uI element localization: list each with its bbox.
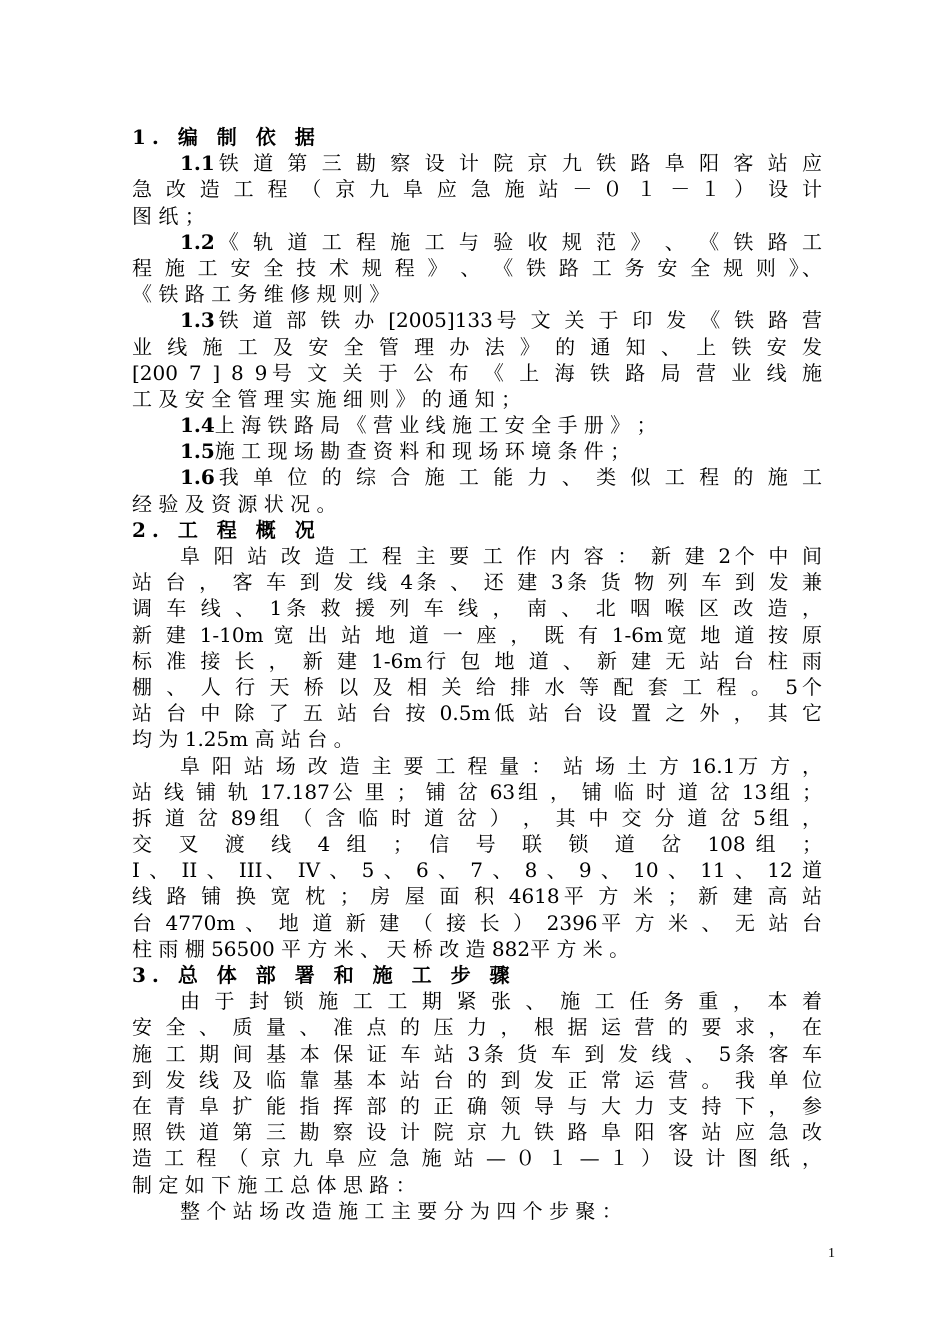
document-body	[132, 124, 822, 1224]
paragraph-line: 阜 阳 站 场 改 造 主 要 工 程 量 ： 站 场 土 方 16.1万 方 ，	[180, 753, 822, 778]
paragraph-line: 新 建 1-10m 宽 出 站 地 道 一 座 ， 既 有 1-6m宽 地 道 按 原	[132, 622, 822, 647]
paragraph-line: 拆 道 岔 89组 （ 含 临 时 道 岔 ） ， 其 中 交 分 道 岔 5组 ，	[132, 805, 822, 830]
paragraph-line	[132, 464, 822, 490]
section-heading: 2. 工 程 概 况	[132, 517, 321, 542]
paragraph-line	[132, 438, 822, 464]
paragraph-line: 造 工 程 （ 京 九 阜 应 急 施 站 — ０ １ — １ ） 设 计 图 纸 ，	[132, 1146, 822, 1171]
line-text: 铁 道 部 铁 办 [2005]133号 文 关 于 印 发 《 铁 路 营	[214, 308, 822, 333]
section-heading: 3. 总 体 部 署 和 施 工 步 骤	[132, 963, 516, 987]
line-text: 上 海 铁 路 局 《 营 业 线 施 工 安 全 手 册 》 ；	[214, 413, 657, 438]
line-text: 铁 道 第 三 勘 察 设 计 院 京 九 铁 路 阜 阳 客 站 应	[214, 151, 822, 176]
paragraph-line: 施 工 期 间 基 本 保 证 车 站 3条 货 车 到 发 线 、 5条 客 车	[132, 1041, 822, 1066]
line-text: 施 工 现 场 勘 查 资 料 和 现 场 环 境 条 件 ；	[214, 439, 631, 464]
paragraph-line: 阜 阳 站 改 造 工 程 主 要 工 作 内 容 ： 新 建 2个 中 间	[180, 544, 822, 568]
paragraph-line: 业 线 施 工 及 安 全 管 理 办 法 》 的 通 知 、 上 铁 安 发	[132, 334, 822, 359]
paragraph-line	[132, 307, 822, 333]
paragraph-line: 工 及 安 全 管 理 实 施 细 则 》 的 通 知 ；	[132, 386, 522, 411]
paragraph-line	[132, 412, 822, 438]
paragraph-line: 棚 、 人 行 天 桥 以 及 相 关 给 排 水 等 配 套 工 程 。 5个	[132, 674, 822, 699]
paragraph-line: 站 线 铺 轨 17.187公 里 ； 铺 岔 63组 ， 铺 临 时 道 岔 13组 ；	[132, 779, 822, 804]
paragraph-line: 安 全 、 质 量 、 准 点 的 压 力 ， 根 据 运 营 的 要 求 ， 在	[132, 1015, 822, 1040]
item-number: 1.6	[180, 465, 215, 490]
paragraph-line: 均 为 1.25m 高 站 台 。	[132, 727, 354, 752]
paragraph-line: 由 于 封 锁 施 工 工 期 紧 张 、 施 工 任 务 重 ， 本 着	[180, 989, 822, 1014]
item-number: 1.1	[180, 151, 215, 176]
paragraph-line: 图 纸 ；	[132, 203, 205, 228]
paragraph-line	[132, 150, 822, 176]
item-number: 1.2	[180, 229, 215, 254]
paragraph-line: 在 青 阜 扩 能 指 挥 部 的 正 确 领 导 与 大 力 支 持 下 ， 参	[132, 1093, 822, 1118]
paragraph-line: 站 台 中 除 了 五 站 台 按 0.5m低 站 台 设 置 之 外 ， 其 它	[132, 701, 822, 726]
paragraph-line: I 、 II 、 III、 IV 、 5 、 6 、 7 、 8 、 9 、 10 、 11 、 12 道	[132, 858, 822, 883]
paragraph-line: 照 铁 道 第 三 勘 察 设 计 院 京 九 铁 路 阜 阳 客 站 应 急 改	[132, 1120, 822, 1145]
paragraph-line: 制 定 如 下 施 工 总 体 思 路 ：	[132, 1172, 416, 1197]
paragraph-line: 柱 雨 棚 56500 平 方 米 、 天 桥 改 造 882平 方 米 。	[132, 936, 630, 961]
paragraph-line: 程 施 工 安 全 技 术 规 程 》 、 《 铁 路 工 务 安 全 规 则 》、	[132, 255, 822, 280]
page-number: 1	[828, 1246, 835, 1261]
item-number: 1.3	[180, 308, 215, 333]
item-number: 1.4	[180, 413, 215, 438]
paragraph-line: 经 验 及 资 源 状 况 。	[132, 491, 337, 516]
paragraph-line: 标 准 接 长 ， 新 建 1-6m行 包 地 道 、 新 建 无 站 台 柱 雨	[132, 648, 822, 673]
paragraph-line: 到 发 线 及 临 靠 基 本 站 台 的 到 发 正 常 运 营 。 我 单 位	[132, 1067, 822, 1092]
line-text: 《 轨 道 工 程 施 工 与 验 收 规 范 》 、 《 铁 路 工	[214, 229, 822, 254]
paragraph-line: [200 7 ] 8 9号 文 关 于 公 布 《 上 海 铁 路 局 营 业 线 施	[132, 360, 822, 385]
paragraph-line: 站 台 ， 客 车 到 发 线 4条 、 还 建 3条 货 物 列 车 到 发 兼	[132, 570, 822, 595]
paragraph-line: 《 铁 路 工 务 维 修 规 则 》	[132, 282, 390, 307]
paragraph-line: 急 改 造 工 程 （ 京 九 阜 应 急 施 站 － ０ １ － １ ） 设 计	[132, 177, 822, 202]
item-number: 1.5	[180, 439, 215, 464]
paragraph-line: 台 4770m 、 地 道 新 建 （ 接 长 ） 2396平 方 米 、 无 站 台	[132, 910, 822, 935]
paragraph-line: 调 车 线 、 1条 救 援 列 车 线 ， 南 、 北 咽 喉 区 改 造 ，	[132, 596, 822, 621]
section-heading: 1. 编 制 依 据	[132, 125, 321, 149]
paragraph-line	[132, 229, 822, 255]
paragraph-line: 交 叉 渡 线 4 组 ； 信 号 联 锁 道 岔 108组 ；	[132, 832, 822, 857]
line-text: 我 单 位 的 综 合 施 工 能 力 、 类 似 工 程 的 施 工	[214, 465, 822, 490]
paragraph-line: 整 个 站 场 改 造 施 工 主 要 分 为 四 个 步 聚 ：	[180, 1198, 622, 1223]
paragraph-line: 线 路 铺 换 宽 枕 ； 房 屋 面 积 4618平 方 米 ； 新 建 高 站	[132, 884, 822, 909]
